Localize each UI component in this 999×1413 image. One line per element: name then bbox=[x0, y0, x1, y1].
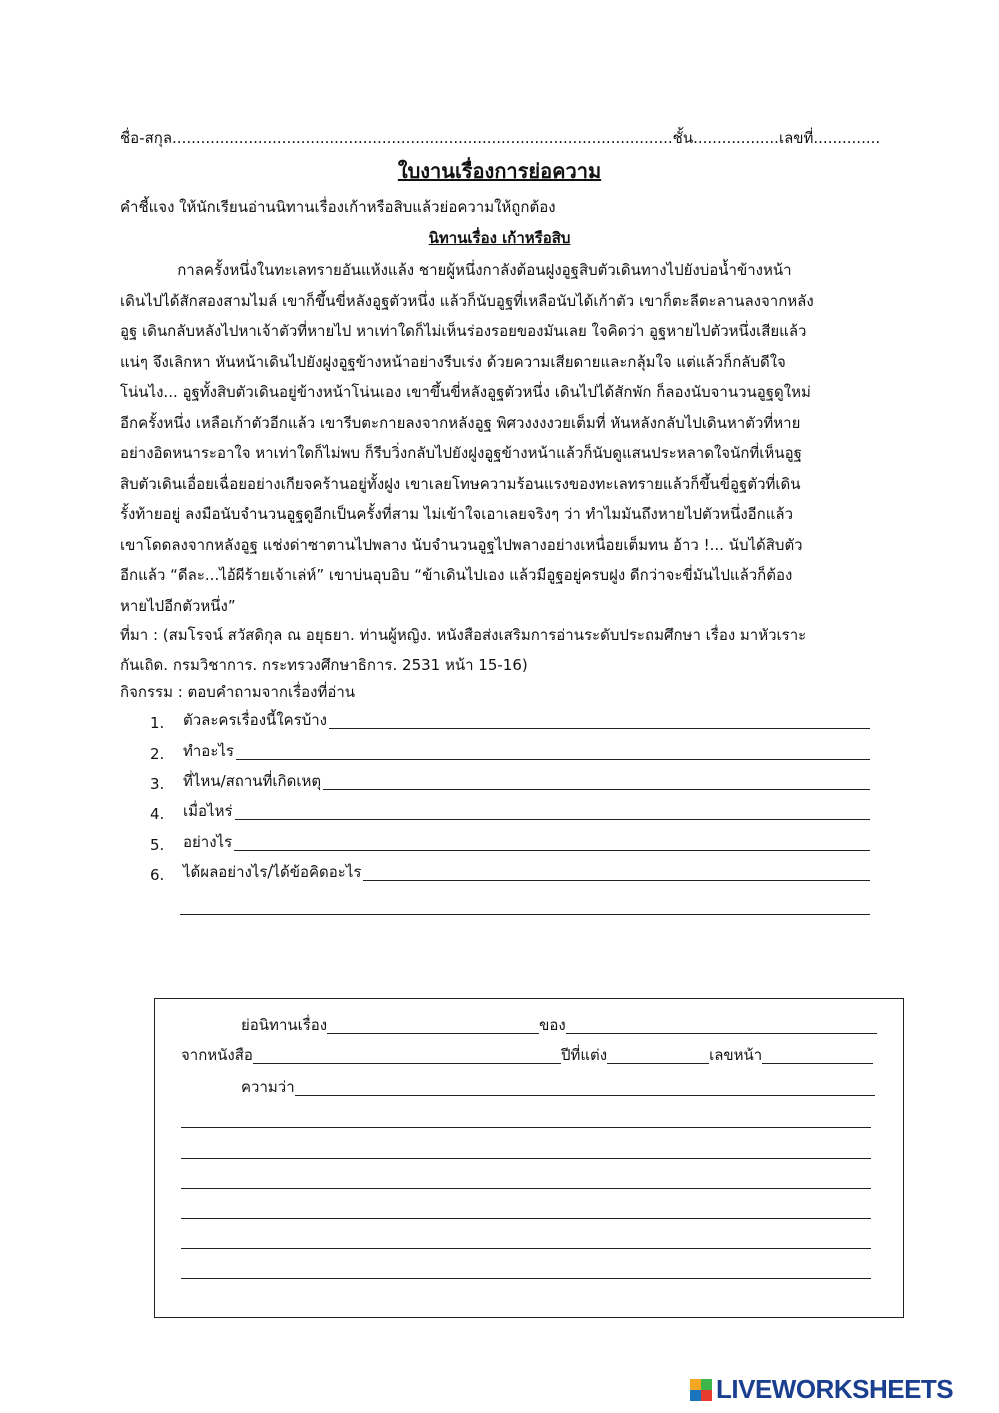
answer-field-5[interactable] bbox=[234, 849, 870, 851]
question-3 bbox=[150, 769, 870, 793]
summary-writing-line[interactable] bbox=[181, 1158, 871, 1159]
author-field[interactable] bbox=[566, 1032, 877, 1034]
summary-row-story bbox=[241, 1013, 877, 1037]
summary-writing-line[interactable] bbox=[181, 1188, 871, 1189]
year-field[interactable] bbox=[607, 1062, 709, 1064]
book-field[interactable] bbox=[253, 1062, 561, 1064]
question-number: 4. bbox=[150, 805, 165, 823]
question-5 bbox=[150, 830, 870, 854]
page-field[interactable] bbox=[762, 1062, 873, 1064]
source-line: ที่มา : (สมโรจน์ สวัสดิกุล ณ อยุธยา. ท่านผู้หญิง. หนังสือส่งเสริมการอ่านระดับประถมศึกษา เรื่อง มาหัวเราะ bbox=[120, 626, 807, 644]
name-class-number-line: ชื่อ-สกุล.........................................................................................................ชั้น..................เลขที่.............. bbox=[120, 129, 881, 147]
question-text: ทำอะไร bbox=[183, 742, 234, 760]
year-label: ปีที่แต่ง bbox=[560, 1046, 608, 1064]
story-line: อูฐ เดินกลับหลังไปหาเจ้าตัวที่หายไป หาเท่าใดก็ไม่เห็นร่องรอยของมันเลย ใจคิดว่า อูฐหายไปตัวหนึ่งเสียแล้ว bbox=[120, 322, 807, 340]
summary-row-content bbox=[241, 1075, 875, 1099]
question-number: 6. bbox=[150, 866, 165, 884]
page-label: เลขหน้า bbox=[709, 1046, 763, 1064]
summary-writing-line[interactable] bbox=[181, 1278, 871, 1279]
story-line: สิบตัวเดินเอื่อยเฉื่อยอย่างเกียจคร้านอยู่ทั้งฝูง เขาเลยโทษความร้อนแรงของทะเลทรายแล้วก็ขึ้นขี่อูฐตัวที่เดิน bbox=[120, 474, 801, 493]
story-line: กาลครั้งหนึ่งในทะเลทรายอันแห้งแล้ง ชายผู้หนึ่งกาลังต้อนฝูงอูฐสิบตัวเดินทางไปยังบ่อน้ำข้างหน้า bbox=[120, 261, 792, 279]
summary-writing-line[interactable] bbox=[181, 1127, 871, 1128]
question-number: 3. bbox=[150, 775, 165, 793]
question-4 bbox=[150, 799, 870, 823]
content-field[interactable] bbox=[295, 1094, 875, 1096]
answer-field-2[interactable] bbox=[236, 758, 870, 760]
answer-field-4[interactable] bbox=[235, 818, 870, 820]
story-line: เดินไปได้สักสองสามไมล์ เขาก็ขึ้นขี่หลังอูฐตัวหนึ่ง แล้วก็นับอูฐที่เหลือนับได้เก้าตัว เขาก็ตะลีตะลานลงจากหลัง bbox=[120, 291, 814, 310]
question-number: 5. bbox=[150, 836, 165, 854]
story-line: รั้งท้ายอยู่ ลงมือนับจำนวนอูฐดูอีกเป็นครั้งที่สาม ไม่เข้าใจเอาเลยจริงๆ ว่า ทำไมมันถึงหายไปตัวหนึ่งอีกแล้ว bbox=[120, 505, 794, 523]
story-line: เขาโดดลงจากหลังอูฐ แช่งด่าซาตานไปพลาง นับจำนวนอูฐไปพลางอย่างเหนื่อยเต็มทน อ้าว !... นับได้สิบตัว bbox=[120, 535, 803, 554]
content-label: ความว่า bbox=[241, 1078, 295, 1096]
story-title: นิทานเรื่อง เก้าหรือสิบ bbox=[428, 229, 571, 247]
source-citation bbox=[120, 620, 880, 680]
story-line: อีกแล้ว “ดีละ...ไอ้ผีร้ายเจ้าเล่ห์” เขาบ่นอุบอิบ “ข้าเดินไปเอง แล้วมีอูฐอยู่ครบฝูง ดีกว่าจะขี่มันไปแล้วก็ต้อง bbox=[120, 566, 793, 584]
answer-field-6[interactable] bbox=[363, 879, 870, 881]
book-label: จากหนังสือ bbox=[181, 1046, 253, 1064]
question-number: 2. bbox=[150, 745, 165, 763]
summary-box bbox=[154, 998, 904, 1318]
answer-field-3[interactable] bbox=[323, 788, 870, 790]
question-6 bbox=[150, 860, 870, 884]
question-text: ได้ผลอย่างไร/ได้ข้อคิดอะไร bbox=[183, 863, 362, 881]
worksheet-title: ใบงานเรื่องการย่อความ bbox=[397, 159, 602, 183]
source-line: กันเถิด. กรมวิชาการ. กระทรวงศึกษาธิการ. 2531 หน้า 15-16) bbox=[120, 656, 528, 674]
question-number: 1. bbox=[150, 714, 165, 732]
summary-row-book bbox=[181, 1043, 873, 1067]
answer-field-6-continued[interactable] bbox=[180, 914, 870, 915]
story-line: อย่างอิดหนาระอาใจ หาเท่าใดก็ไม่พบ ก็รีบวิ่งกลับไปยังฝูงอูฐข้างหน้าแล้วก็นับดูแสนประหลาดใจนักที่เห็นอูฐ bbox=[120, 444, 802, 462]
story-line: หายไปอีกตัวหนึ่ง” bbox=[120, 596, 236, 615]
story-line: โน่นไง... อูฐทั้งสิบตัวเดินอยู่ข้างหน้าโน่นเอง เขาขึ้นขี่หลังอูฐตัวหนึ่ง เดินไปได้สักพัก ก็ลองนับจานวนอูฐดูใหม่ bbox=[120, 383, 811, 401]
question-text: ตัวละครเรื่องนี้ใครบ้าง bbox=[183, 711, 327, 729]
story-line: อีกครั้งหนึ่ง เหลือเก้าตัวอีกแล้ว เขารีบตะกายลงจากหลังอูฐ พิศวงงงงวยเต็มที่ หันหลังกลับไปเดินหาตัวที่หาย bbox=[120, 413, 801, 432]
story-name-label: ย่อนิทานเรื่อง bbox=[241, 1016, 328, 1034]
liveworksheets-logo-icon bbox=[690, 1379, 712, 1401]
story-name-field[interactable] bbox=[327, 1032, 539, 1034]
question-2 bbox=[150, 739, 870, 763]
liveworksheets-logo bbox=[690, 1374, 953, 1405]
question-text: อย่างไร bbox=[183, 833, 233, 851]
story-body bbox=[120, 255, 880, 621]
question-text: เมื่อไหร่ bbox=[183, 802, 233, 820]
answer-field-1[interactable] bbox=[329, 727, 870, 729]
summary-writing-line[interactable] bbox=[181, 1218, 871, 1219]
story-line: แน่ๆ จึงเลิกหา หันหน้าเดินไปยังฝูงอูฐข้างหน้าอย่างรีบเร่ง ด้วยความเสียดายและกลุ้มใจ แต่แล้วก็กลับดีใจ bbox=[120, 352, 786, 371]
summary-writing-line[interactable] bbox=[181, 1248, 871, 1249]
instruction-text: คำชี้แจง ให้นักเรียนอ่านนิทานเรื่องเก้าหรือสิบแล้วย่อความให้ถูกต้อง bbox=[120, 198, 556, 216]
logo-text: LIVEWORKSHEETS bbox=[716, 1374, 954, 1404]
question-text: ที่ไหน/สถานที่เกิดเหตุ bbox=[183, 772, 322, 790]
author-label: ของ bbox=[539, 1016, 566, 1034]
activity-label: กิจกรรม : ตอบคำถามจากเรื่องที่อ่าน bbox=[120, 683, 356, 701]
question-1 bbox=[150, 708, 870, 732]
